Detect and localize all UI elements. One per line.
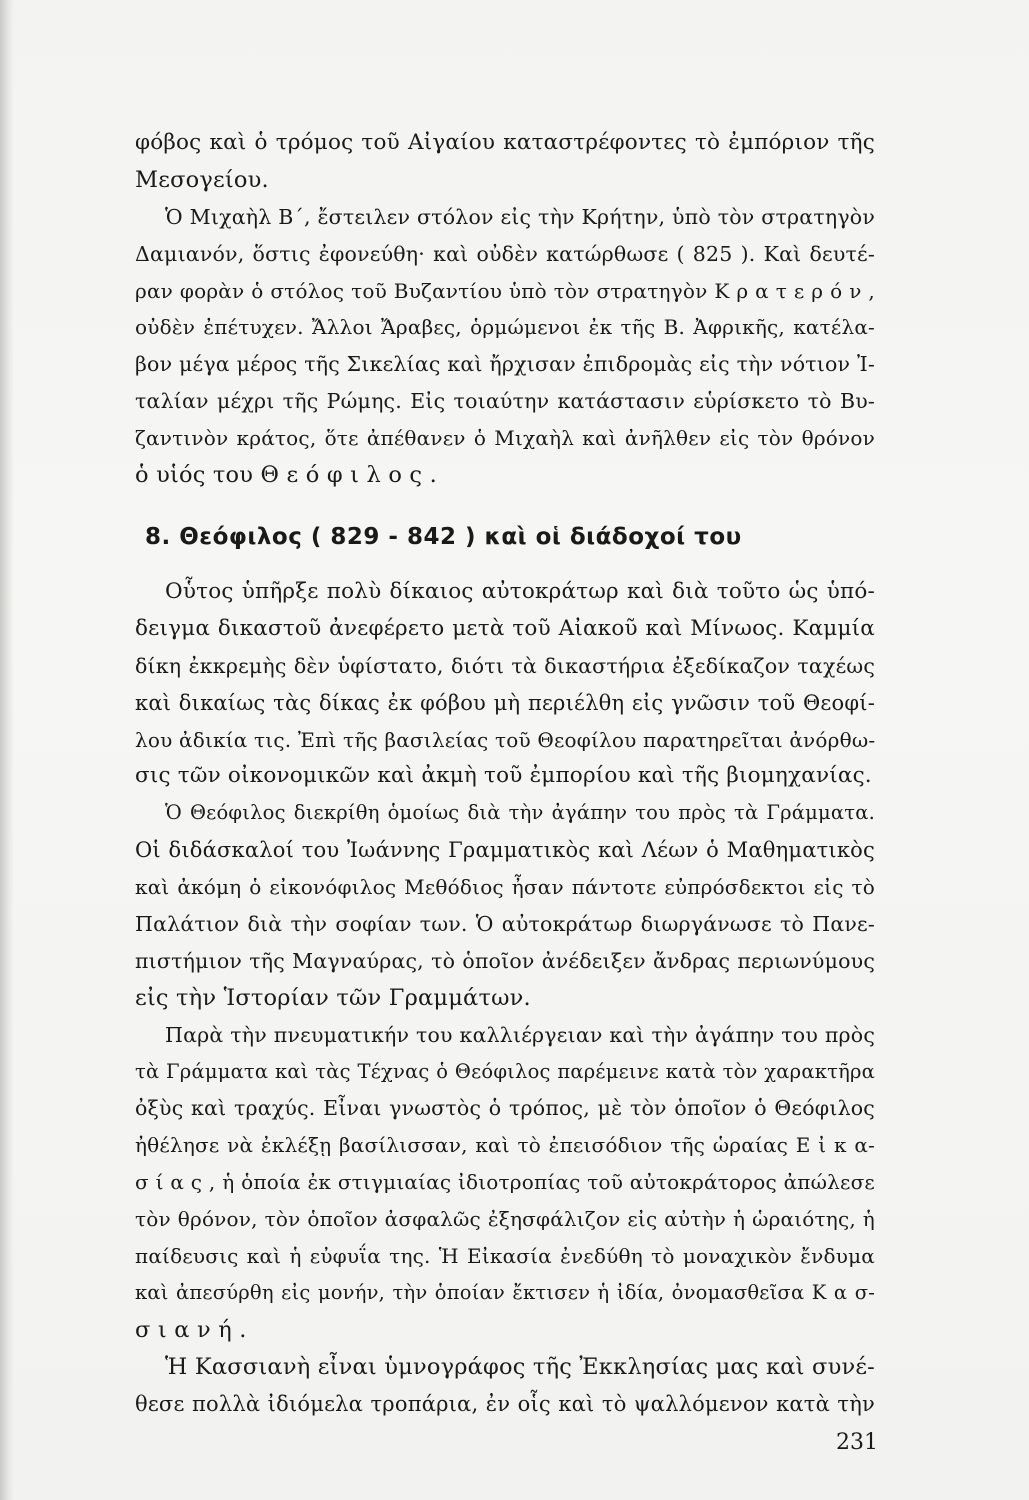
text-line: τὰ Γράμματα καὶ τὰς Τέχνας ὁ Θεόφιλος παρέμεινε κατὰ τὸν χαρακτῆρα	[135, 1059, 875, 1083]
page-edge-shadow	[0, 0, 14, 1500]
paragraph	[135, 1017, 875, 1349]
page-number: 231	[836, 1430, 878, 1455]
text-line: δειγμα δικαστοῦ ἀνεφέρετο μετὰ τοῦ Αἰακοῦ καὶ Μίνωος. Καμμία	[135, 615, 875, 641]
text-line: πιστήμιον τῆς Μαγναύρας, τὸ ὁποῖον ἀνέδειξεν ἄνδρας περιωνύμους	[135, 948, 875, 973]
text-line: σις τῶν οἰκονομικῶν καὶ ἀκμὴ τοῦ ἐμπορίου καὶ τῆς βιομηχανίας.	[135, 763, 872, 789]
text-line: ὁ υἱός του Θ ε ό φ ι λ ο ς .	[135, 462, 437, 489]
top-text-block	[135, 125, 875, 494]
text-line: τὸν θρόνον, τὸν ὁποῖον ἀσφαλῶς ἐξησφάλιζον εἰς αὐτὴν ἡ ὡραιότης, ἡ	[135, 1207, 875, 1232]
text-line: ἠθέλησε νὰ ἐκλέξῃ βασίλισσαν, καὶ τὸ ἐπεισόδιον τῆς ὡραίας Ε ἰ κ α-	[135, 1133, 875, 1158]
text-line: Ὁ Μιχαὴλ Β΄, ἔστειλεν στόλον εἰς τὴν Κρήτην, ὑπὸ τὸν στρατηγὸν	[165, 204, 875, 229]
text-line: ταλίαν μέχρι τῆς Ρώμης. Εἰς τοιαύτην κατάστασιν εὑρίσκετο τὸ Βυ-	[135, 389, 875, 414]
text-line: δίκη ἐκκρεμὴς δὲν ὑφίστατο, διότι τὰ δικαστήρια ἐξεδίκαζον ταχέως	[135, 653, 875, 678]
bottom-text-block	[135, 574, 875, 1422]
text-line: παίδευσις καὶ ἡ εὐφυΐα της. Ἡ Εἰκασία ἐνεδύθη τὸ μοναχικὸν ἔνδυμα	[135, 1244, 875, 1269]
text-line: Ἡ Κασσιανὴ εἶναι ὑμνογράφος τῆς Ἐκκλησίας μας καὶ συνέ-	[165, 1353, 875, 1380]
text-line: Οὗτος ὑπῆρξε πολὺ δίκαιος αὐτοκράτωρ καὶ διὰ τοῦτο ὡς ὑπό-	[165, 579, 875, 604]
text-line: βον μέγα μέρος τῆς Σικελίας καὶ ἤρχισαν ἐπιδρομὰς εἰς τὴν νότιον Ἰ-	[135, 352, 875, 377]
paragraph	[135, 199, 875, 494]
text-line: Παλάτιον διὰ τὴν σοφίαν των. Ὁ αὐτοκράτωρ διωργάνωσε τὸ Πανε-	[135, 912, 875, 937]
paragraph	[135, 795, 875, 1016]
text-line: καὶ ἀκόμη ὁ εἰκονόφιλος Μεθόδιος ἦσαν πάντοτε εὐπρόσδεκτοι εἰς τὸ	[135, 875, 875, 900]
text-line: ζαντινὸν κράτος, ὅτε ἀπέθανεν ὁ Μιχαὴλ καὶ ἀνῆλθεν εἰς τὸν θρόνον	[135, 426, 875, 451]
text-line: εἰς τὴν Ἱστορίαν τῶν Γραμμάτων.	[135, 984, 531, 1011]
text-line: Μεσογείου.	[135, 166, 269, 193]
text-line: σ ι α ν ή .	[135, 1316, 247, 1343]
text-line: Δαμιανόν, ὅστις ἐφονεύθη· καὶ οὐδὲν κατώρθωσε ( 825 ). Καὶ δευτέ-	[135, 241, 875, 266]
text-line: καὶ ἀπεσύρθη εἰς μονήν, τὴν ὁποίαν ἔκτισεν ἡ ἰδία, ὀνομασθεῖσα Κ α σ-	[135, 1280, 875, 1304]
paragraph	[135, 574, 875, 795]
paragraph	[135, 1349, 875, 1423]
text-line: σ ί α ς , ἡ ὁποία ἐκ στιγμιαίας ἰδιοτροπίας τοῦ αὐτοκράτορος ἀπώλεσε	[135, 1170, 875, 1195]
section-heading: 8. Θεόφιλος ( 829 - 842 ) καὶ οἱ διάδοχοί του	[145, 524, 742, 550]
text-line: οὐδὲν ἐπέτυχεν. Ἄλλοι Ἄραβες, ὁρμώμενοι ἐκ τῆς Β. Ἀφρικῆς, κατέλα-	[135, 315, 875, 340]
text-line: φόβος καὶ ὁ τρόμος τοῦ Αἰγαίου καταστρέφοντες τὸ ἐμπόριον τῆς	[135, 130, 875, 155]
text-line: Οἱ διδάσκαλοί του Ἰωάννης Γραμματικὸς καὶ Λέων ὁ Μαθηματικὸς	[135, 838, 875, 863]
text-line: Παρὰ τὴν πνευματικήν του καλλιέργειαν καὶ τὴν ἀγάπην του πρὸς	[165, 1022, 875, 1047]
text-line: λου ἀδικία τις. Ἐπὶ τῆς βασιλείας τοῦ Θεοφίλου παρατηρεῖται ἀνόρθω-	[135, 727, 876, 752]
text-line: θεσε πολλὰ ἰδιόμελα τροπάρια, ἐν οἷς καὶ τὸ ψαλλόμενον κατὰ τὴν	[135, 1391, 875, 1416]
paragraph	[135, 125, 875, 199]
text-line: ραν φορὰν ὁ στόλος τοῦ Βυζαντίου ὑπὸ τὸν στρατηγὸν Κ ρ α τ ε ρ ό ν ,	[135, 278, 875, 303]
text-line: Ὁ Θεόφιλος διεκρίθη ὁμοίως διὰ τὴν ἀγάπην του πρὸς τὰ Γράμματα.	[165, 801, 875, 825]
text-line: ὀξὺς καὶ τραχύς. Εἶναι γνωστὸς ὁ τρόπος, μὲ τὸν ὁποῖον ὁ Θεόφιλος	[135, 1096, 875, 1121]
text-line: καὶ δικαίως τὰς δίκας ἐκ φόβου μὴ περιέλθη εἰς γνῶσιν τοῦ Θεοφί-	[135, 690, 875, 715]
